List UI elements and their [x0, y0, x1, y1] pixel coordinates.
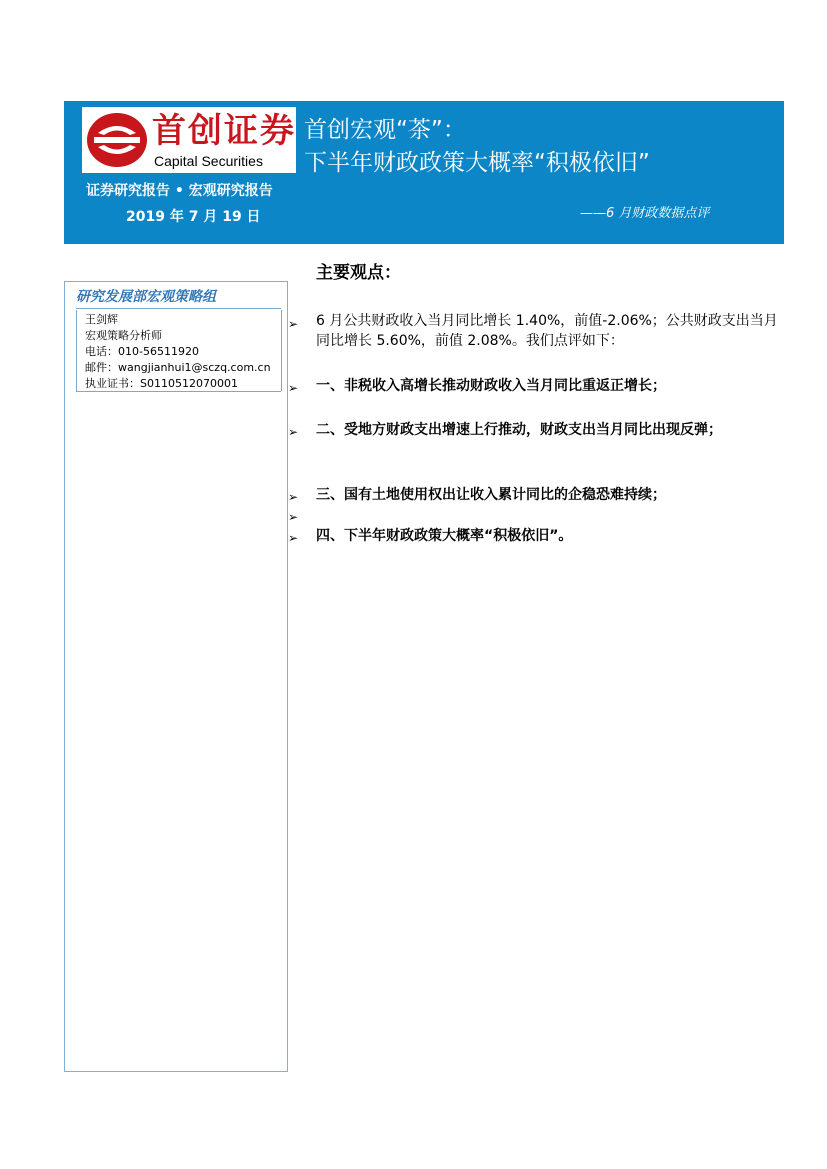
report-title-line2: 下半年财政政策大概率“积极依旧”	[304, 150, 650, 176]
arrow-bullet-icon: ➢	[288, 510, 299, 524]
logo-name-en: Capital Securities	[154, 153, 263, 169]
key-point-1: 一、非税收入高增长推动财政收入当月同比重返正增长；	[316, 378, 666, 394]
intro-paragraph: 6 月公共财政收入当月同比增长 1.40%，前值-2.06%；公共财政支出当月同比增长 5.60%，前值 2.08%。我们点评如下：	[316, 313, 778, 349]
sidebar-divider	[76, 308, 281, 309]
report-title-line1: 首创宏观“茶”：	[304, 117, 466, 143]
arrow-bullet-icon: ➢	[288, 317, 299, 331]
key-point-3: 三、国有土地使用权出让收入累计同比的企稳恐难持续；	[316, 487, 666, 503]
logo-name-cn: 首创证券	[152, 111, 296, 151]
report-date: 2019 年 7 月 19 日	[126, 209, 261, 225]
capital-securities-logo-icon	[86, 111, 148, 169]
sidebar-divider-left	[76, 310, 77, 391]
arrow-bullet-icon: ➢	[288, 425, 299, 439]
report-type: 证券研究报告 • 宏观研究报告	[86, 183, 273, 199]
sidebar-group-heading: 研究发展部宏观策略组	[76, 289, 216, 305]
sidebar-divider-right	[281, 310, 282, 391]
company-logo	[82, 107, 296, 173]
analyst-sidebar	[64, 281, 288, 1072]
analyst-license: 执业证书：S0110512070001	[85, 377, 238, 390]
main-points-heading: 主要观点：	[316, 263, 401, 283]
analyst-email[interactable]: 邮件：wangjianhui1@sczq.com.cn	[85, 361, 271, 374]
sidebar-divider-bottom	[76, 391, 281, 392]
analyst-title: 宏观策略分析师	[85, 329, 162, 342]
key-point-2: 二、受地方财政支出增速上行推动，财政支出当月同比出现反弹；	[316, 422, 722, 438]
arrow-bullet-icon: ➢	[288, 531, 299, 545]
arrow-bullet-icon: ➢	[288, 490, 299, 504]
arrow-bullet-icon: ➢	[288, 381, 299, 395]
analyst-phone: 电话：010-56511920	[85, 345, 199, 358]
report-subtitle: ——6 月财政数据点评	[580, 206, 710, 221]
key-point-4: 四、下半年财政政策大概率“积极依旧”。	[316, 528, 573, 544]
analyst-name: 王剑辉	[85, 313, 118, 326]
